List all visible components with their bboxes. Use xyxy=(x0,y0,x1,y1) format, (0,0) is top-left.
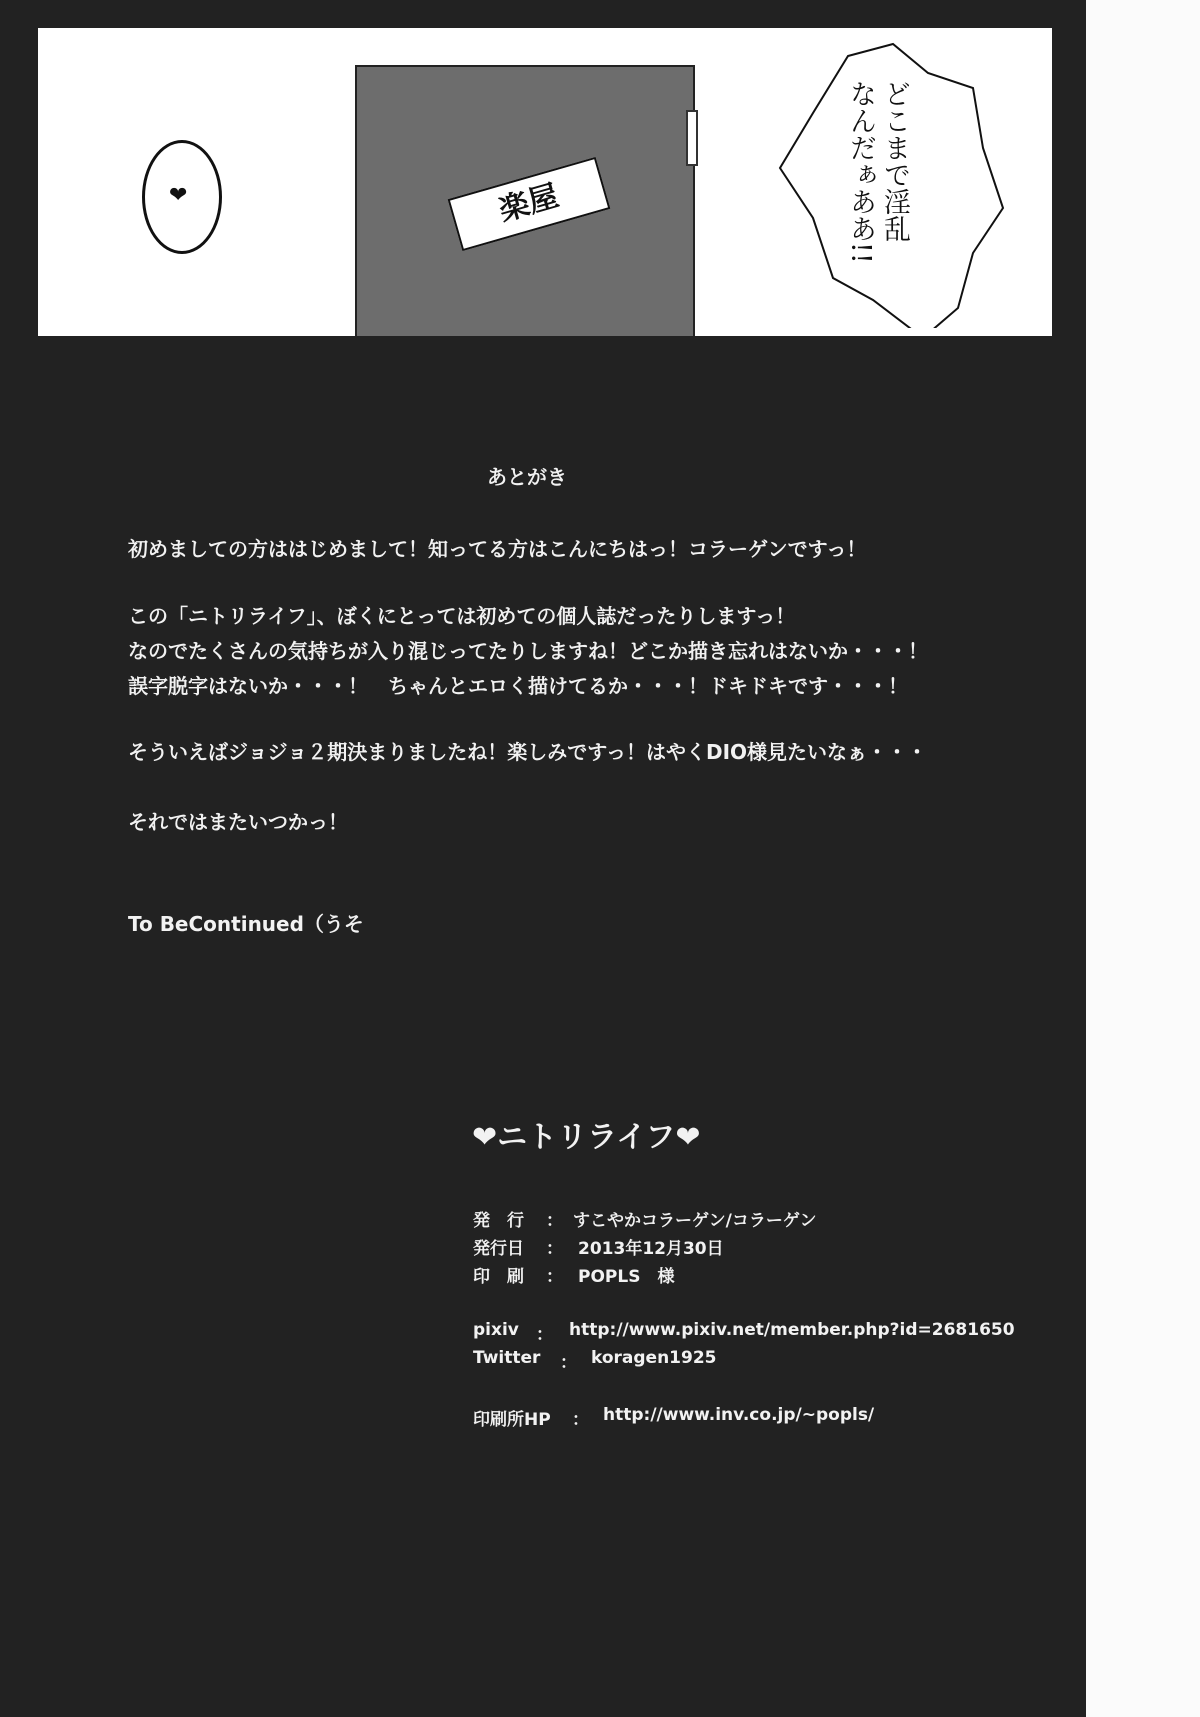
colophon-value: すこやかコラーゲン/コラーゲン xyxy=(573,1211,817,1231)
speech-line: どこまで淫乱 xyxy=(879,80,910,242)
afterword-line: 初めましての方ははじめまして！知ってる方はこんにちはっ！コラーゲンですっ！ xyxy=(128,537,867,561)
colophon-label: 印刷所HP xyxy=(473,1410,551,1430)
colophon-label: 発 行 xyxy=(473,1211,524,1231)
afterword-line: そういえばジョジョ２期決まりましたね！楽しみですっ！はやくDIO様見たいなぁ・・・ xyxy=(128,740,928,764)
colophon-sep: ： xyxy=(536,1325,553,1345)
colophon-sep: ： xyxy=(546,1239,563,1259)
colophon-sep: ： xyxy=(546,1211,563,1231)
heart-icon: ❤ xyxy=(169,183,188,208)
pixiv-link[interactable]: http://www.pixiv.net/member.php?id=2681650 xyxy=(569,1320,1015,1340)
printer-link[interactable]: http://www.inv.co.jp/~popls/ xyxy=(603,1405,875,1425)
colophon-label: 印 刷 xyxy=(473,1267,524,1287)
door-sign: 楽屋 xyxy=(448,157,611,251)
book-title: ❤ニトリライフ❤ xyxy=(472,1120,701,1155)
speech-text xyxy=(843,80,911,336)
afterword-line: To BeContinued（うそ xyxy=(128,912,364,936)
afterword-line: それではまたいつかっ！ xyxy=(128,810,348,834)
colophon-label: Twitter xyxy=(473,1348,541,1368)
door-handle xyxy=(686,110,698,166)
colophon-label: pixiv xyxy=(473,1320,519,1340)
dressing-room-door xyxy=(355,65,695,336)
scan-edge xyxy=(1086,0,1200,1717)
colophon-value: POPLS 様 xyxy=(578,1267,675,1287)
colophon-sep: ： xyxy=(572,1410,589,1430)
colophon-label: 発行日 xyxy=(473,1239,524,1259)
afterword-heading: あとがき xyxy=(487,465,567,489)
twitter-handle[interactable]: koragen1925 xyxy=(591,1348,717,1368)
colophon-sep: ： xyxy=(560,1353,577,1373)
afterword-line: 誤字脱字はないか・・・！ ちゃんとエロく描けてるか・・・！ドキドキです・・・！ xyxy=(128,674,908,698)
colophon-value: 2013年12月30日 xyxy=(578,1239,724,1259)
speech-line: なんだぁああ!! xyxy=(845,80,876,264)
colophon-sep: ： xyxy=(546,1267,563,1287)
thought-oval xyxy=(142,140,222,254)
afterword-line: なのでたくさんの気持ちが入り混じってたりしますね！どこか描き忘れはないか・・・！ xyxy=(128,639,928,663)
afterword-line: この「ニトリライフ」、ぼくにとっては初めての個人誌だったりしますっ！ xyxy=(128,604,796,628)
manga-panel xyxy=(38,28,1052,336)
